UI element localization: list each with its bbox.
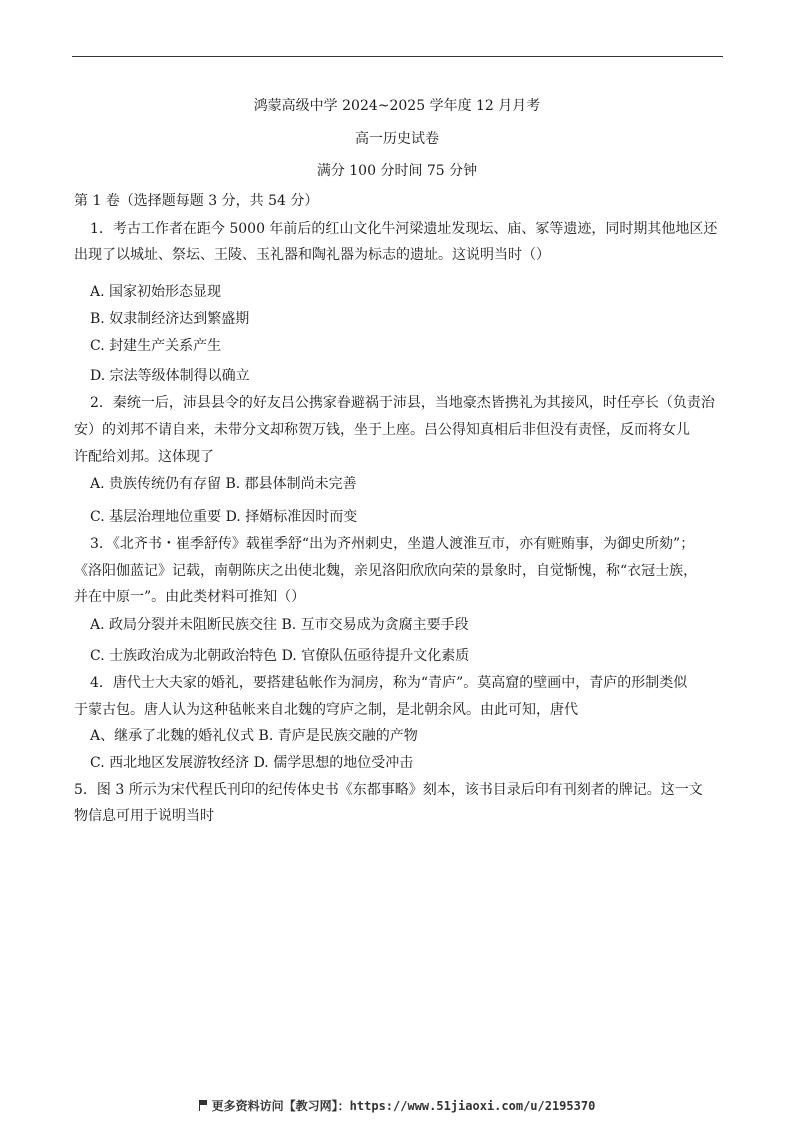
question-text-line: 许配给刘邦。这体现了 — [74, 449, 214, 465]
option-cd: C. 士族政治成为北朝政治特色 D. 官僚队伍亟待提升文化素质 — [90, 648, 470, 664]
option-cd: C. 西北地区发展游牧经济 D. 儒学思想的地位受冲击 — [90, 755, 414, 771]
top-rule — [72, 56, 723, 57]
flag-icon — [199, 1100, 208, 1111]
option-ab: A、继承了北魏的婚礼仪式 B. 青庐是民族交融的产物 — [90, 728, 418, 744]
question-text-line: 3．《北齐书・崔季舒传》载崔季舒“出为齐州刺史，坐遣人渡淮互市，亦有赃贿事，为御史所劾”； — [90, 536, 695, 552]
option-b: B. 奴隶制经济达到繁盛期 — [90, 311, 250, 327]
exam-subtitle: 高一历史试卷 — [355, 131, 439, 147]
option-c: C. 封建生产关系产生 — [90, 338, 222, 354]
question-text-line: 于蒙古包。唐人认为这种毡帐来自北魏的穹庐之制，是北朝余风。由此可知，唐代 — [74, 702, 578, 718]
question-text-line: 物信息可用于说明当时 — [74, 808, 214, 824]
question-text-line: 2．秦统一后，沛县县令的好友吕公携家眷避祸于沛县，当地豪杰皆携礼为其接风，时任亭长（负责治 — [90, 395, 715, 411]
score-time: 满分 100 分时间 75 分钟 — [316, 163, 478, 179]
exam-title: 鸿蒙高级中学 2024~2025 学年度 12 月月考 — [253, 98, 541, 114]
question-text-line: 4．唐代士大夫家的婚礼，要搭建毡帐作为洞房，称为“青庐”。莫高窟的壁画中，青庐的形制类似 — [90, 675, 688, 691]
option-a: A. 国家初始形态显现 — [90, 284, 222, 300]
question-text-line: 5．图 3 所示为宋代程氏刊印的纪传体史书《东都事略》刻本，该书目录后印有刊刻者的牌记。这一文 — [74, 782, 703, 798]
question-text-line: 1．考古工作者在距今 5000 年前后的红山文化牛河梁遗址发现坛、庙、冢等遗迹，同时期其他地区还 — [90, 221, 718, 237]
option-ab: A. 贵族传统仍有存留 B. 郡县体制尚未完善 — [90, 476, 357, 492]
question-text-line: 并在中原一”。由此类材料可推知（） — [74, 589, 306, 605]
option-cd: C. 基层治理地位重要 D. 择婿标准因时而变 — [90, 509, 358, 525]
question-text-line: 《洛阳伽蓝记》记载，南朝陈庆之出使北魏，亲见洛阳欣欣向荣的景象时，自觉惭愧，称“衣冠士族， — [74, 563, 698, 579]
option-d: D. 宗法等级体制得以确立 — [90, 368, 250, 384]
footer-text: 更多资料访问【教习网】：https://www.51jiaoxi.com/u/2195370 — [211, 1099, 596, 1113]
section-label: 第 1 卷（选择题每题 3 分，共 54 分） — [74, 193, 319, 209]
footer-link[interactable] — [0, 1097, 794, 1114]
question-text-line: 出现了以城址、祭坛、王陵、玉礼器和陶礼器为标志的遗址。这说明当时（） — [74, 247, 550, 263]
option-ab: A. 政局分裂并未阻断民族交往 B. 互市交易成为贪腐主要手段 — [90, 617, 469, 633]
question-text-line: 安）的刘邦不请自来，未带分文却称贺万钱，坐于上座。吕公得知真相后非但没有责怪，反而将女儿 — [74, 422, 690, 438]
